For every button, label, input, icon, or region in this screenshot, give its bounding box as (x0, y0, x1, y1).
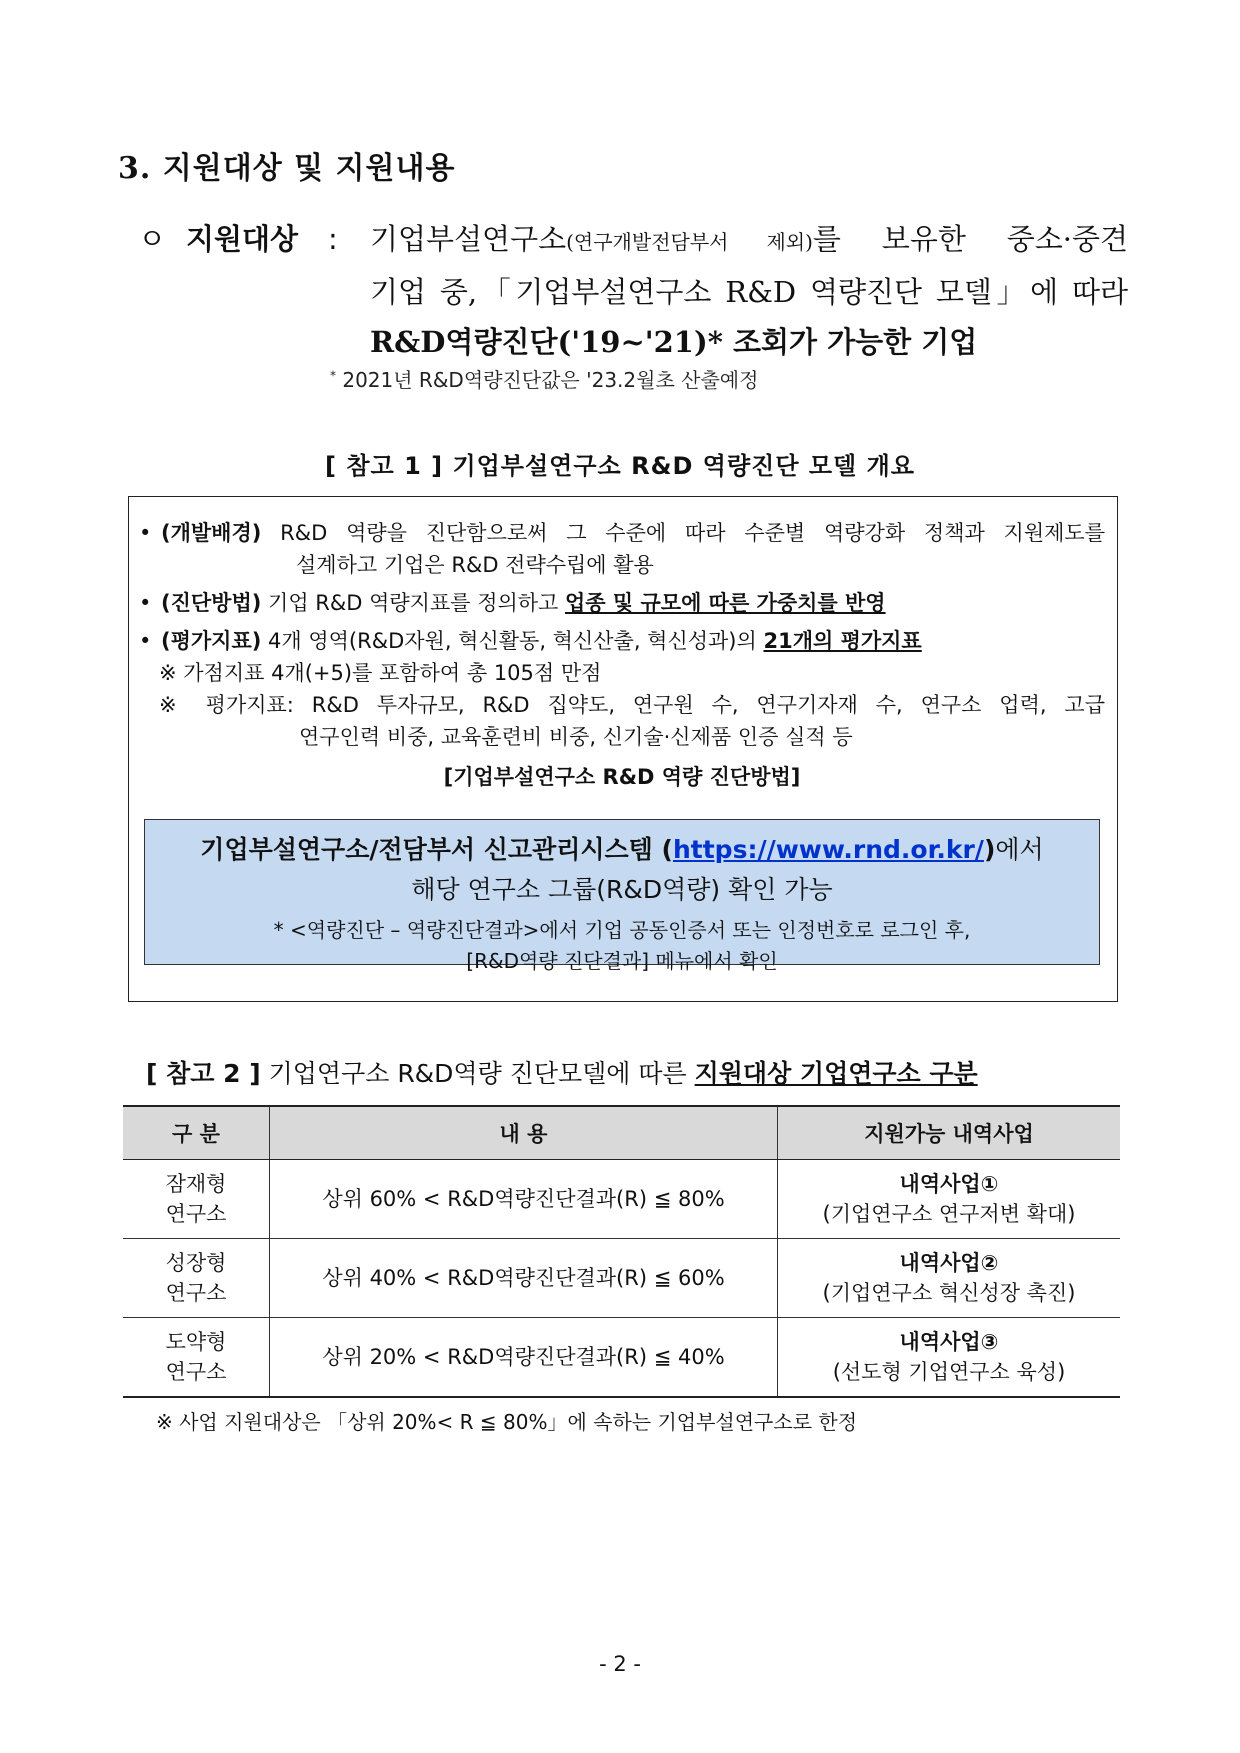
table-header: 구 분 (123, 1106, 270, 1160)
system-info-line-2: 해당 연구소 그룹(R&D역량) 확인 가능 (411, 875, 833, 904)
type-cell: 잠재형 연구소 (123, 1160, 270, 1239)
system-info-line-1: 기업부설연구소/전담부서 신고관리시스템 (https://www.rnd.or.kr/)에서 (200, 835, 1044, 864)
system-info-line-4: [R&D역량 진단결과] 메뉴에서 확인 (466, 949, 778, 973)
table-row (123, 1318, 1120, 1398)
rnd-system-link[interactable]: https://www.rnd.or.kr/ (672, 835, 984, 864)
content-cell: 상위 20% < R&D역량진단결과(R) ≦ 40% (270, 1318, 778, 1398)
ref1-item: • (개발배경) R&D 역량을 진단함으로써 그 수준에 따라 수준별 역량강화 정책과 지원제도를 설계하고 기업은 R&D 전략수립에 활용 (139, 517, 1105, 581)
method-caption: [기업부설연구소 R&D 역량 진단방법] (443, 765, 801, 789)
target-footnote: * 2021년 R&D역량진단값은 '23.2월초 산출예정 (330, 368, 759, 392)
ref2-title: [ 참고 2 ] 기업연구소 R&D역량 진단모델에 따른 지원대상 기업연구소 구분 (146, 1059, 978, 1088)
bullet-dot: • (139, 591, 152, 615)
biz-cell: 내역사업② (기업연구소 혁신성장 촉진) (778, 1239, 1121, 1318)
support-target-block (138, 214, 1128, 367)
lab-classification-table (123, 1105, 1120, 1398)
section-title: 3. 지원대상 및 지원내용 (118, 151, 456, 186)
table-row (123, 1160, 1120, 1239)
target-label: 지원대상 (186, 222, 299, 256)
target-line-2: 기업 중,「기업부설연구소 R&D 역량진단 모델」에 따라 (370, 275, 1128, 309)
target-colon: : (328, 222, 338, 256)
system-info-box (144, 819, 1100, 973)
target-text (370, 214, 1128, 367)
table-header: 내 용 (270, 1106, 778, 1160)
page-number: - 2 - (599, 1652, 641, 1676)
table-header: 지원가능 내역사업 (778, 1106, 1121, 1160)
type-cell: 성장형 연구소 (123, 1239, 270, 1318)
target-line-3: R&D역량진단('19~'21)* 조회가 가능한 기업 (370, 325, 978, 359)
system-info-line-3: * <역량진단 – 역량진단결과>에서 기업 공동인증서 또는 인정번호로 로그인 후, (273, 918, 971, 942)
content-cell: 상위 40% < R&D역량진단결과(R) ≦ 60% (270, 1239, 778, 1318)
type-cell: 도약형 연구소 (123, 1318, 270, 1398)
target-bullet: ㅇ (138, 222, 167, 256)
biz-cell: 내역사업① (기업연구소 연구저변 확대) (778, 1160, 1121, 1239)
ref1-item: • (평가지표) 4개 영역(R&D자원, 혁신활동, 혁신산출, 혁신성과)의 21개의 평가지표 (139, 625, 1105, 657)
bullet-dot: • (139, 629, 152, 653)
ref1-sub-note: ※ 가점지표 4개(+5)를 포함하여 총 105점 만점 ※ 평가지표: R&D 투자규모, R&D 집약도, 연구원 수, 연구기자재 수, 연구소 업력, 고급 연구인력 비중, 교육훈련비 비중, 신기술·신제품 인증 실적 등 (159, 661, 1105, 749)
ref1-box (128, 496, 1118, 1002)
biz-cell: 내역사업③ (선도형 기업연구소 육성) (778, 1318, 1121, 1398)
ref1-title: [ 참고 1 ] 기업부설연구소 R&D 역량진단 모델 개요 (325, 452, 915, 480)
table-row (123, 1239, 1120, 1318)
bullet-dot: • (139, 521, 152, 545)
target-line-1: 기업부설연구소(연구개발전담부서 제외)를 보유한 중소·중견 (370, 222, 1128, 256)
table-note: ※ 사업 지원대상은 「상위 20%< R ≦ 80%」에 속하는 기업부설연구소로 한정 (156, 1410, 858, 1434)
ref1-item: • (진단방법) 기업 R&D 역량지표를 정의하고 업종 및 규모에 따른 가중치를 반영 (139, 587, 1105, 619)
content-cell: 상위 60% < R&D역량진단결과(R) ≦ 80% (270, 1160, 778, 1239)
